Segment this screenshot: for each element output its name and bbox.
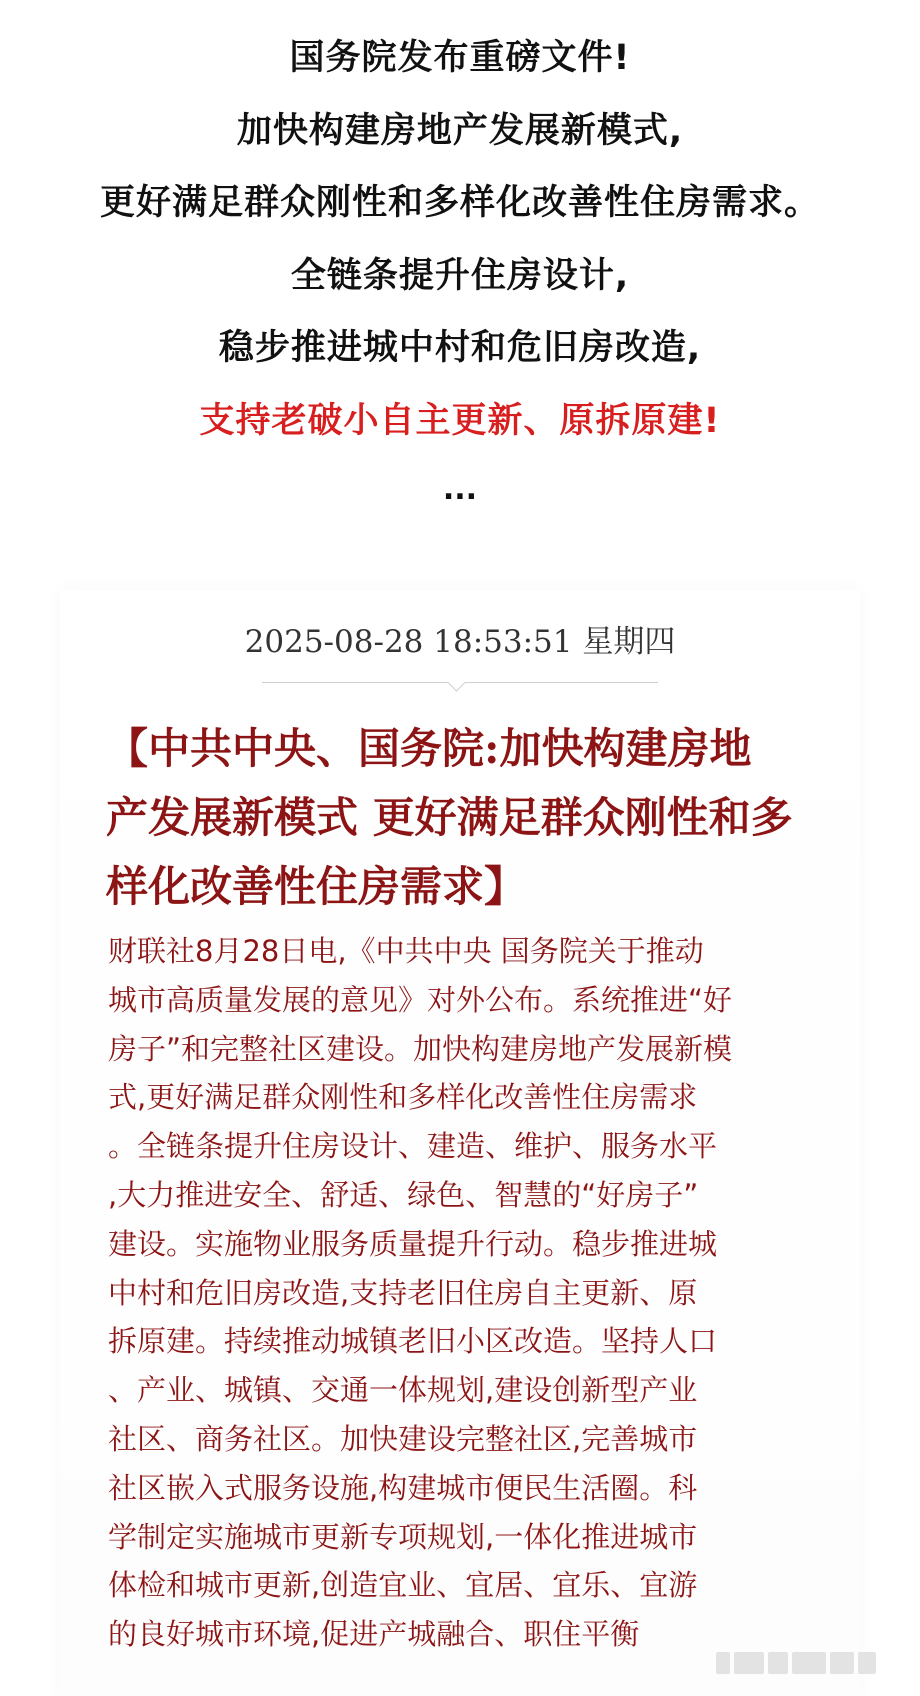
article-body-line: 拆原建。持续推动城镇老旧小区改造。坚持人口: [108, 1324, 718, 1359]
headline-line-2: 加快构建房地产发展新模式,: [236, 110, 684, 151]
article-body-line: 学制定实施城市更新专项规划,一体化推进城市: [108, 1519, 698, 1554]
article-title: [106, 714, 812, 921]
watermark-logo: [716, 1650, 876, 1676]
article-body-line: 式,更好满足群众刚性和多样化改善性住房需求: [108, 1080, 698, 1115]
watermark-mark: [768, 1652, 788, 1674]
article-body-line: 、产业、城镇、交通一体规划,建设创新型产业: [108, 1373, 698, 1408]
article-body-line: 体检和城市更新,创造宜业、宜居、宜乐、宜游: [108, 1568, 698, 1603]
article-body-line: 的良好城市环境,促进产城融合、职住平衡: [108, 1617, 640, 1652]
article-title-line-2: 产发展新模式 更好满足群众刚性和多: [106, 793, 793, 842]
watermark-mark: [734, 1652, 764, 1674]
watermark-mark: [830, 1652, 854, 1674]
article-body-line: 中村和危旧房改造,支持老旧住房自主更新、原: [108, 1275, 698, 1310]
watermark-mark: [858, 1652, 876, 1674]
watermark-mark: [716, 1652, 730, 1674]
article-title-line-3: 样化改善性住房需求】: [106, 862, 527, 911]
article-body: [108, 927, 808, 1659]
article-body-line: 建设。实施物业服务质量提升行动。稳步推进城: [108, 1226, 718, 1261]
headline: [0, 22, 920, 457]
article-body-line: 城市高质量发展的意见》对外公布。系统推进“好: [108, 982, 733, 1017]
headline-highlight-line: 支持老破小自主更新、原拆原建!: [199, 400, 721, 441]
ellipsis: ...: [442, 472, 478, 507]
article-body-line: 社区、商务社区。加快建设完整社区,完善城市: [108, 1421, 698, 1456]
article-body-line: 房子”和完整社区建设。加快构建房地产发展新模: [108, 1031, 733, 1066]
article-title-line-1: 【中共中央、国务院:加快构建房地: [106, 724, 752, 773]
article-body-line: 财联社8月28日电,《中共中央 国务院关于推动: [108, 934, 704, 968]
article-body-line: ,大力推进安全、舒适、绿色、智慧的“好房子”: [108, 1177, 699, 1212]
headline-line-4: 全链条提升住房设计,: [290, 255, 630, 296]
headline-line-3: 更好满足群众刚性和多样化改善性住房需求。: [99, 183, 820, 223]
headline-line-5: 稳步推进城中村和危旧房改造,: [218, 328, 702, 368]
article-datetime: 2025-08-28 18:53:51 星期四: [244, 624, 676, 660]
headline-line-1: 国务院发布重磅文件!: [289, 38, 631, 78]
article-body-line: 。全链条提升住房设计、建造、维护、服务水平: [108, 1129, 718, 1164]
article-body-line: 社区嵌入式服务设施,构建城市便民生活圈。科: [108, 1470, 698, 1505]
watermark-mark: [792, 1652, 826, 1674]
